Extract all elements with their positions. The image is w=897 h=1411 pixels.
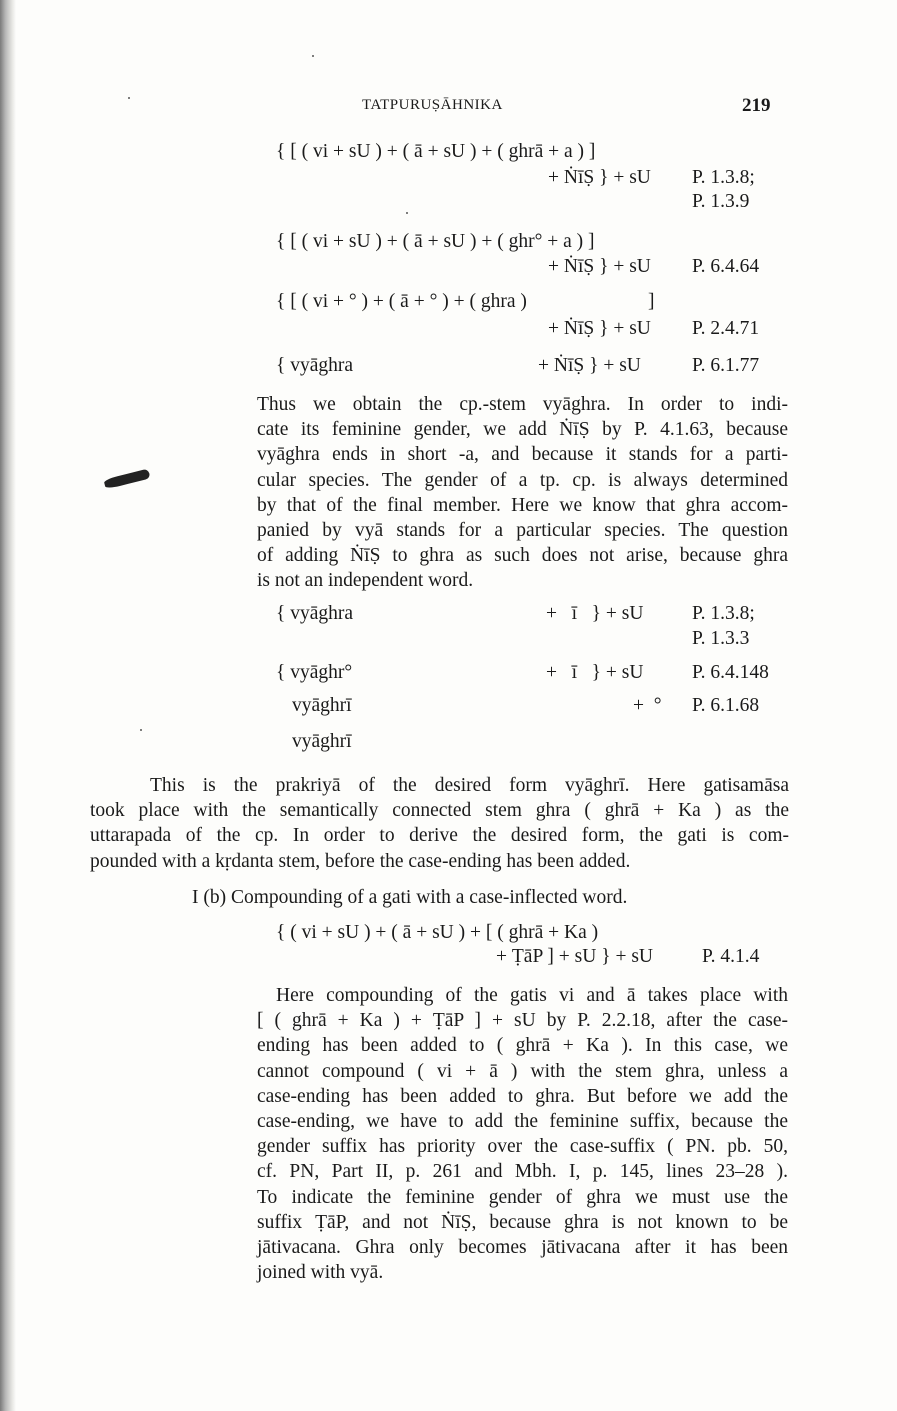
derivation-line: vyāghrī — [292, 695, 352, 716]
derivation-line: { [ ( vi + ° ) + ( ā + ° ) + ( ghra ) — [276, 291, 527, 312]
text-line: suffix ṬāP, and not ṄīṢ, because ghra is not known to be — [257, 1211, 788, 1233]
derivation-line: + ṄīṢ } + sU — [538, 355, 641, 376]
derivation-line: { ( vi + sU ) + ( ā + sU ) + [ ( ghrā + Ka ) — [276, 922, 599, 943]
text-line: ending has been added to ( ghrā + Ka ). In this case, we — [257, 1035, 788, 1057]
text-line: jātivacana. Ghra only becomes jātivacana after it has been — [257, 1237, 788, 1259]
paragraph-1 — [257, 392, 788, 594]
rule-reference: P. 1.3.8; — [692, 603, 755, 624]
rule-reference: P. 4.1.4 — [702, 946, 760, 967]
rule-reference: P. 1.3.8; — [692, 167, 755, 188]
derivation-line: + ṬāP ] + sU } + sU — [496, 946, 653, 967]
derivation-line: + ° — [633, 695, 662, 716]
text-line: joined with vyā. — [257, 1262, 384, 1284]
text-line: [ ( ghrā + Ka ) + ṬāP ] + sU by P. 2.2.18, after the case- — [257, 1010, 788, 1032]
rule-reference: P. 6.4.148 — [692, 662, 769, 683]
paragraph-3 — [257, 983, 788, 1285]
derivation-line: + ṄīṢ } + sU — [548, 256, 651, 277]
derivation-line: + ṄīṢ } + sU — [548, 167, 651, 188]
derivation-line: { [ ( vi + sU ) + ( ā + sU ) + ( ghr° + a ) ] — [276, 231, 595, 252]
rule-reference: P. 1.3.3 — [692, 628, 750, 649]
rule-reference: P. 2.4.71 — [692, 318, 760, 339]
text-line: vyāghra ends in short -a, and because it stands for a parti- — [257, 444, 788, 466]
rule-reference: P. 6.1.68 — [692, 695, 760, 716]
speck — [140, 729, 142, 731]
scanned-page-edge — [0, 0, 16, 1411]
text-line: panied by vyā stands for a particular species. The question — [257, 520, 788, 542]
text-line: cf. PN, Part II, p. 261 and Mbh. I, p. 145, lines 23–28 ). — [257, 1161, 788, 1183]
text-line: cate its feminine gender, we add ṄīṢ by P. 4.1.63, because — [257, 419, 788, 441]
derivation-line: + ī } + sU — [546, 603, 644, 624]
derivation-line: { vyāghra — [276, 355, 354, 376]
speck — [406, 212, 408, 214]
derivation-line: ] — [648, 291, 655, 312]
derivation-line: + ṄīṢ } + sU — [548, 318, 651, 339]
text-line: by that of the final member. Here we know that ghra accom- — [257, 494, 788, 516]
text-line: cannot compound ( vi + ā ) with the stem ghra, unless a — [257, 1060, 788, 1082]
speck — [312, 55, 314, 57]
text-line: uttarapada of the cp. In order to derive the desired form, the gati is com- — [90, 825, 789, 847]
page-number: 219 — [742, 95, 771, 116]
text-line: Thus we obtain the cp.-stem vyāghra. In order to indi- — [257, 394, 788, 415]
text-line: case-ending has been added to ghra. But before we add the — [257, 1085, 788, 1107]
speck — [128, 97, 130, 99]
margin-pen-mark — [103, 469, 150, 490]
running-title: TATPURUṢĀHNIKA — [362, 97, 503, 113]
text-line: pounded with a kṛdanta stem, before the case-ending has been added. — [90, 850, 631, 872]
paragraph-2 — [90, 773, 789, 874]
text-line: To indicate the feminine gender of ghra we must use the — [257, 1186, 788, 1208]
derivation-line: + ī } + sU — [546, 662, 644, 683]
derivation-line: { [ ( vi + sU ) + ( ā + sU ) + ( ghrā + a ) ] — [276, 141, 596, 162]
derivation-line: { vyāghr° — [276, 662, 353, 683]
rule-reference: P. 6.1.77 — [692, 355, 760, 376]
text-line: took place with the semantically connected stem ghra ( ghrā + Ka ) as the — [90, 800, 789, 822]
text-line: gender suffix has priority over the case-suffix ( PN. pb. 50, — [257, 1136, 788, 1158]
text-line: case-ending, we have to add the feminine suffix, because the — [257, 1111, 788, 1133]
rule-reference: P. 6.4.64 — [692, 256, 760, 277]
text-line: This is the prakriyā of the desired form vyāghrī. Here gatisamāsa — [150, 775, 789, 796]
text-line: Here compounding of the gatis vi and ā takes place with — [276, 985, 788, 1006]
text-line: is not an independent word. — [257, 570, 474, 592]
text-line: of adding ṄīṢ to ghra as such does not arise, because ghra — [257, 545, 788, 567]
section-heading: I (b) Compounding of a gati with a case-inflected word. — [192, 887, 628, 908]
derivation-line: { vyāghra — [276, 603, 354, 624]
text-line: cular species. The gender of a tp. cp. is always determined — [257, 469, 788, 491]
derivation-line: vyāghrī — [292, 731, 352, 752]
rule-reference: P. 1.3.9 — [692, 191, 750, 212]
